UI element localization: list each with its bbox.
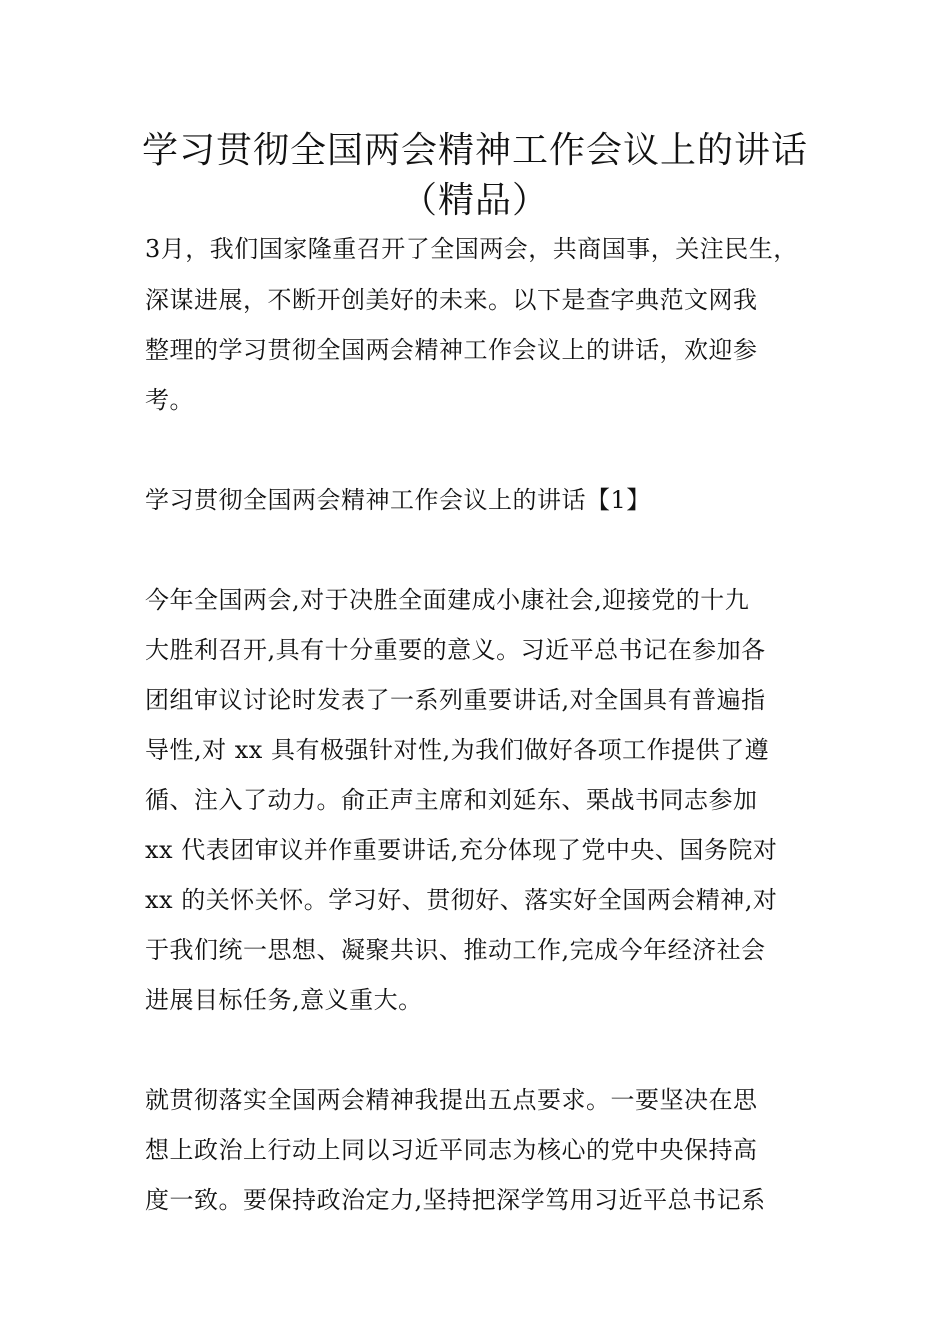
text-line: 想上政治上行动上同以习近平同志为核心的党中央保持高 xyxy=(145,1136,758,1164)
text-line: 考。 xyxy=(145,386,194,414)
text-line: 于我们统一思想、凝聚共识、推动工作,完成今年经济社会 xyxy=(145,936,766,964)
text-line: 整理的学习贯彻全国两会精神工作会议上的讲话，欢迎参 xyxy=(145,336,758,364)
text-line: 循、注入了动力。俞正声主席和刘延东、栗战书同志参加 xyxy=(145,786,758,814)
text-line: 深谋进展，不断开创美好的未来。以下是查字典范文网我 xyxy=(145,286,758,314)
text-line: xx 代表团审议并作重要讲话,充分体现了党中央、国务院对 xyxy=(145,836,778,864)
document-title-suffix: （精品） xyxy=(400,180,549,221)
text-line: 大胜利召开,具有十分重要的意义。习近平总书记在参加各 xyxy=(145,636,766,664)
text-line: 团组审议讨论时发表了一系列重要讲话,对全国具有普遍指 xyxy=(145,686,766,714)
text-line: 今年全国两会,对于决胜全面建成小康社会,迎接党的十九 xyxy=(145,586,750,614)
text-line: 进展目标任务,意义重大。 xyxy=(145,986,423,1014)
section-heading: 学习贯彻全国两会精神工作会议上的讲话【1】 xyxy=(145,486,651,514)
text-line: 度一致。要保持政治定力,坚持把深学笃用习近平总书记系 xyxy=(145,1186,766,1214)
text-line: 3月，我们国家隆重召开了全国两会，共商国事，关注民生， xyxy=(145,235,798,263)
document-title: 学习贯彻全国两会精神工作会议上的讲话 xyxy=(141,130,808,171)
text-line: 导性,对 xx 具有极强针对性,为我们做好各项工作提供了遵 xyxy=(145,736,770,764)
text-line: 就贯彻落实全国两会精神我提出五点要求。一要坚决在思 xyxy=(145,1086,758,1114)
text-line: xx 的关怀关怀。学习好、贯彻好、落实好全国两会精神,对 xyxy=(145,886,778,914)
